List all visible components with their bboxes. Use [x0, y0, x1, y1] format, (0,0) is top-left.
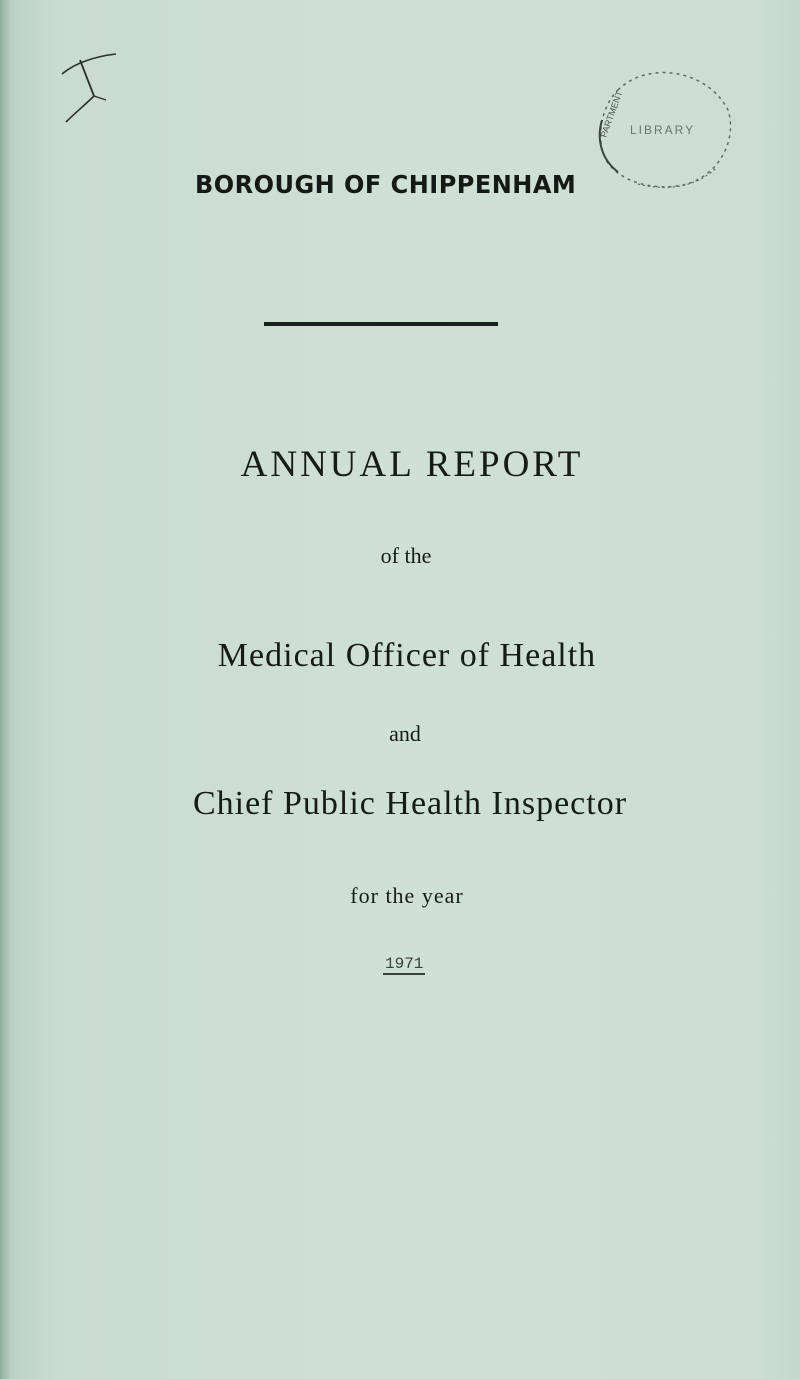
subtitle-and: and [389, 721, 421, 746]
library-stamp [588, 60, 738, 196]
cover-edge [0, 0, 10, 1379]
subtitle-medical-officer: Medical Officer of Health [217, 637, 597, 674]
subtitle-for-the-year: for the year [350, 883, 464, 908]
title-rule [264, 322, 498, 326]
stamp-label: LIBRARY [630, 123, 696, 137]
subtitle-of-the: of the [380, 543, 432, 568]
report-year: 1971 [385, 955, 424, 973]
organization-title: BOROUGH OF CHIPPENHAM [195, 170, 577, 199]
handwritten-number-mark [58, 52, 118, 124]
subtitle-health-inspector: Chief Public Health Inspector [192, 785, 628, 822]
svg-text:PARTMENT: PARTMENT [598, 89, 625, 139]
report-title: ANNUAL REPORT [240, 444, 584, 485]
